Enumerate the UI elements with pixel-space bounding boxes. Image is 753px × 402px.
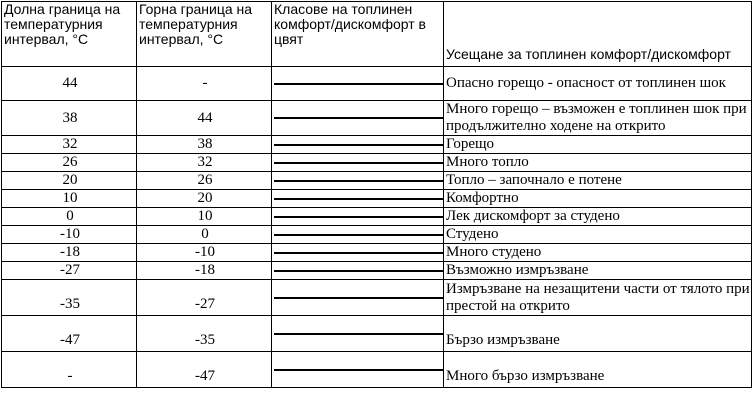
color-swatch xyxy=(274,333,443,335)
header-sensation: Усещане за топлинен комфорт/дискомфорт xyxy=(444,2,752,67)
table-row xyxy=(2,172,752,190)
upper-bound-cell: 38 xyxy=(137,136,272,154)
sensation-cell: Много студено xyxy=(444,244,752,262)
upper-bound-cell: -27 xyxy=(137,280,272,316)
lower-bound-cell: -10 xyxy=(2,226,137,244)
sensation-cell: Комфортно xyxy=(444,190,752,208)
thermal-comfort-table xyxy=(1,1,752,388)
sensation-cell: Много горещо – възможен е топлинен шок при продължително ходене на открито xyxy=(444,101,752,136)
upper-bound-cell: -47 xyxy=(137,352,272,388)
table-row xyxy=(2,226,752,244)
table-body xyxy=(2,67,752,388)
table-row xyxy=(2,101,752,136)
sensation-cell: Опасно горещо - опасност от топлинен шок xyxy=(444,67,752,101)
lower-bound-cell: 0 xyxy=(2,208,137,226)
color-swatch xyxy=(274,216,443,218)
table-row xyxy=(2,262,752,280)
color-swatch xyxy=(274,198,443,200)
color-swatch xyxy=(274,162,443,164)
upper-bound-cell: -10 xyxy=(137,244,272,262)
sensation-cell: Много топло xyxy=(444,154,752,172)
sensation-cell: Горещо xyxy=(444,136,752,154)
upper-bound-cell: 26 xyxy=(137,172,272,190)
lower-bound-cell: 32 xyxy=(2,136,137,154)
upper-bound-cell: -18 xyxy=(137,262,272,280)
upper-bound-cell: 0 xyxy=(137,226,272,244)
upper-bound-cell: 20 xyxy=(137,190,272,208)
lower-bound-cell: -35 xyxy=(2,280,137,316)
lower-bound-cell: -47 xyxy=(2,316,137,352)
header-upper-bound: Горна граница на температурния интервал, °С xyxy=(137,2,272,67)
sensation-cell: Студено xyxy=(444,226,752,244)
lower-bound-cell: -18 xyxy=(2,244,137,262)
lower-bound-cell: 20 xyxy=(2,172,137,190)
header-row xyxy=(2,2,752,67)
table-row xyxy=(2,67,752,101)
color-swatch xyxy=(274,180,443,182)
table-row xyxy=(2,244,752,262)
sensation-cell: Възможно измръзване xyxy=(444,262,752,280)
lower-bound-cell: 38 xyxy=(2,101,137,136)
upper-bound-cell: - xyxy=(137,67,272,101)
lower-bound-cell: 10 xyxy=(2,190,137,208)
color-swatch xyxy=(274,270,443,272)
sensation-cell: Много бързо измръзване xyxy=(444,352,752,388)
table-row xyxy=(2,190,752,208)
color-swatch xyxy=(274,297,443,299)
table-row xyxy=(2,316,752,352)
color-swatch xyxy=(274,144,443,146)
table-row xyxy=(2,280,752,316)
table-row xyxy=(2,136,752,154)
upper-bound-cell: 44 xyxy=(137,101,272,136)
table-row xyxy=(2,352,752,388)
sensation-cell: Бързо измръзване xyxy=(444,316,752,352)
color-swatch xyxy=(274,252,443,254)
color-swatch xyxy=(274,369,443,371)
sensation-cell: Лек дискомфорт за студено xyxy=(444,208,752,226)
color-swatch xyxy=(274,234,443,236)
table-row xyxy=(2,208,752,226)
table-row xyxy=(2,154,752,172)
sensation-cell: Топло – започнало е потене xyxy=(444,172,752,190)
header-lower-bound: Долна граница на температурния интервал, °С xyxy=(2,2,137,67)
color-swatch xyxy=(274,117,443,119)
upper-bound-cell: 32 xyxy=(137,154,272,172)
lower-bound-cell: 26 xyxy=(2,154,137,172)
color-swatch xyxy=(274,83,443,85)
header-color-class: Класове на топлинен комфорт/дискомфорт в цвят xyxy=(272,2,444,67)
upper-bound-cell: -35 xyxy=(137,316,272,352)
sensation-cell: Измръзване на незащитени части от тялото при престой на открито xyxy=(444,280,752,316)
lower-bound-cell: -27 xyxy=(2,262,137,280)
lower-bound-cell: - xyxy=(2,352,137,388)
upper-bound-cell: 10 xyxy=(137,208,272,226)
lower-bound-cell: 44 xyxy=(2,67,137,101)
